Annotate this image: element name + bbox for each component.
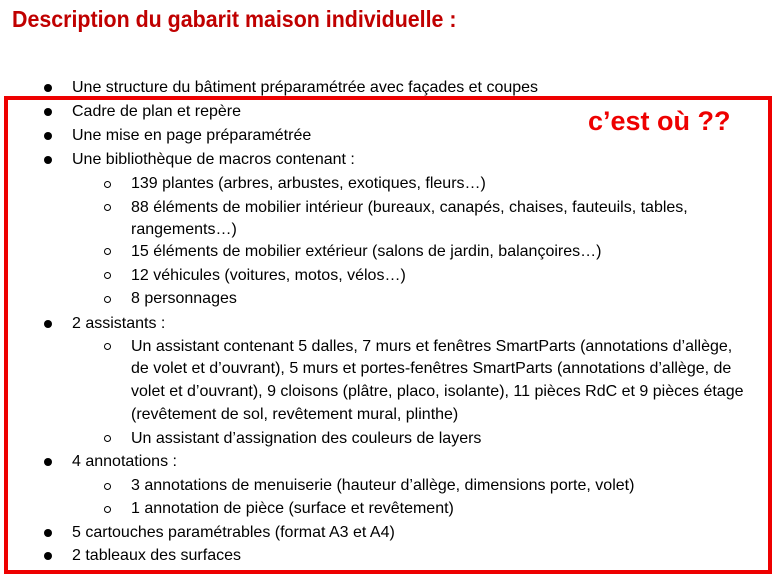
list-item: Un assistant contenant 5 dalles, 7 murs et fenêtres SmartParts (annotations d’allège, (131, 338, 733, 355)
bullet-icon (44, 108, 52, 116)
list-item: 4 annotations : (72, 453, 177, 470)
annotation-note: c’est où ?? (588, 106, 731, 136)
list-item: 88 éléments de mobilier intérieur (bureaux, canapés, chaises, fauteuils, tables, (131, 199, 688, 216)
list-item: Une structure du bâtiment préparamétrée avec façades et coupes (72, 79, 539, 96)
page-title: Description du gabarit maison individuelle : (12, 6, 457, 32)
sub-bullet-icon (104, 181, 111, 188)
sub-bullet-icon (104, 343, 111, 350)
list-item: 2 tableaux des surfaces (72, 547, 241, 564)
bullet-icon (44, 320, 52, 328)
sub-bullet-icon (104, 204, 111, 211)
list-item: 5 cartouches paramétrables (format A3 et A4) (72, 524, 395, 541)
list-item: 8 personnages (131, 290, 237, 307)
list-item-continued: rangements…) (131, 221, 237, 238)
list-item: Une mise en page préparamétrée (72, 127, 312, 144)
bullet-icon (44, 552, 52, 560)
bullet-icon (44, 156, 52, 164)
sub-bullet-icon (104, 248, 111, 255)
list-item: 12 véhicules (voitures, motos, vélos…) (131, 267, 406, 284)
bullet-icon (44, 132, 52, 140)
list-item: 2 assistants : (72, 315, 166, 332)
sub-bullet-icon (104, 506, 111, 513)
sub-bullet-icon (104, 483, 111, 490)
list-item-continued: volet et d’ouvrant), 9 cloisons (plâtre, placo, isolante), 11 pièces RdC et 9 pièces étage (131, 383, 744, 400)
sub-bullet-icon (104, 296, 111, 303)
list-item: Un assistant d’assignation des couleurs de layers (131, 430, 482, 447)
list-item-continued: (revêtement de sol, revêtement mural, plinthe) (131, 406, 459, 423)
list-item: Une bibliothèque de macros contenant : (72, 151, 355, 168)
list-item-continued: de volet et d’ouvrant), 5 murs et portes-fenêtres SmartParts (annotations d’allège, de (131, 360, 732, 377)
sub-bullet-icon (104, 272, 111, 279)
list-item: 15 éléments de mobilier extérieur (salons de jardin, balançoires…) (131, 243, 602, 260)
sub-bullet-icon (104, 435, 111, 442)
list-item: 139 plantes (arbres, arbustes, exotiques, fleurs…) (131, 175, 486, 192)
list-item: 3 annotations de menuiserie (hauteur d’allège, dimensions porte, volet) (131, 477, 635, 494)
bullet-icon (44, 458, 52, 466)
list-item: Cadre de plan et repère (72, 103, 241, 120)
bullet-icon (44, 84, 52, 92)
list-item: 1 annotation de pièce (surface et revêtement) (131, 500, 454, 517)
bullet-icon (44, 529, 52, 537)
